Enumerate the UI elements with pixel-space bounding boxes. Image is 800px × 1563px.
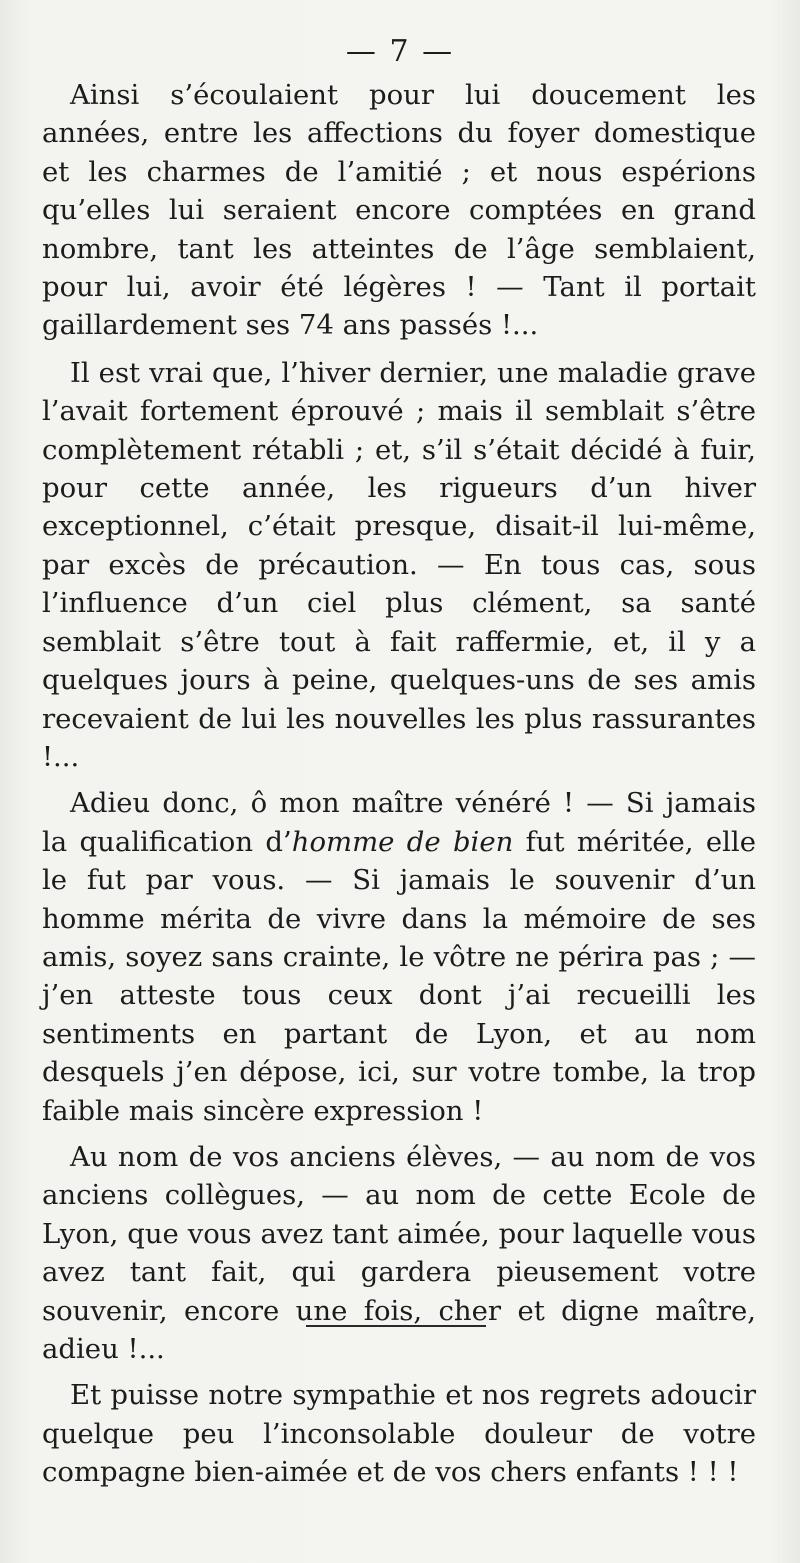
page-number: — 7 — [345, 34, 455, 69]
paragraph-3 [42, 784, 756, 1130]
paragraph-3-end: fut méritée, elle le fut par vous. — Si jamais le souvenir d’un homme mérita de vivre dans la mémoire de ses amis, soyez sans crainte, le vôtre ne périra pas ; — j’en atteste tous ceux dont j’ai recueilli les sentiments en partant de Lyon, et au nom desquels j’en dépose, ici, sur votre tombe, la trop faible mais sincère expression ! [42, 825, 756, 1127]
paragraph-4: Au nom de vos anciens élèves, — au nom de vos anciens collègues, — au nom de cette Ecole de Lyon, que vous avez tant aimée, pour laquelle vous avez tant fait, qui gardera pieusement votre souvenir, encore une fois, cher et digne maître, adieu !... [42, 1140, 756, 1365]
paragraph-3-italic-phrase: homme de bien [291, 825, 514, 858]
paragraph-3-start: Adieu donc, ô mon maître vénéré ! — Si jamais la qualification d’ [42, 787, 756, 858]
body-text [42, 76, 756, 1500]
closing-rule [306, 1325, 486, 1327]
paragraph-2: Il est vrai que, l’hiver dernier, une maladie grave l’avait fortement éprouvé ; mais il semblait s’être complètement rétabli ; et, s’il s’était décidé à fuir, pour cette année, les rigueurs d’un hiver exceptionnel, c’était presque, disait-il lui-même, par excès de précaution. — En tous cas, sous l’influence d’un ciel plus clément, sa santé semblait s’être tout à fait raffermie, et, il y a quelques jours à peine, quelques-uns de ses amis recevaient de lui les nouvelles les plus rassurantes !... [42, 356, 756, 773]
paragraph-5: Et puisse notre sympathie et nos regrets adoucir quelque peu l’inconsolable douleur de votre compagne bien-aimée et de vos chers enfants ! ! ! [42, 1379, 756, 1489]
paragraph-1: Ainsi s’écoulaient pour lui doucement les années, entre les affections du foyer domestique et les charmes de l’amitié ; et nous espérions qu’elles lui seraient encore comptées en grand nombre, tant les atteintes de l’âge semblaient, pour lui, avoir été légères ! — Tant il portait gaillardement ses 74 ans passés !... [42, 79, 756, 342]
